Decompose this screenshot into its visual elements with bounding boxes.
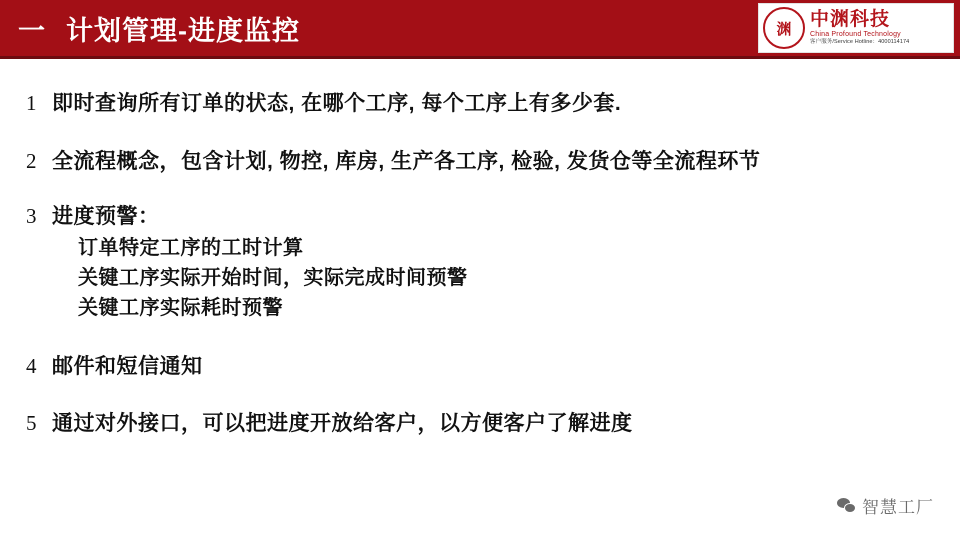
- sub-line-group: [78, 233, 468, 323]
- wechat-icon: [837, 498, 855, 513]
- list-item: [26, 146, 960, 178]
- list-item-text: 即时查询所有订单的状态, 在哪个工序, 每个工序上有多少套.: [52, 92, 622, 115]
- list-item: [26, 408, 960, 440]
- sub-line: 订单特定工序的工时计算: [78, 236, 304, 259]
- list-item-number: 2: [26, 148, 37, 173]
- logo-service-hotline: 客户服务/Service Hotline：4000114174: [810, 38, 910, 45]
- list-item: [26, 201, 960, 323]
- list-item-number: 5: [26, 411, 37, 435]
- list-item: [26, 351, 960, 383]
- list-item: [26, 88, 960, 120]
- spacer: [0, 323, 960, 351]
- sub-line: 关键工序实际开始时间，实际完成时间预警: [78, 266, 468, 289]
- watermark-label: 智慧工厂: [862, 498, 934, 517]
- footer-watermark: [837, 493, 934, 518]
- slide-body: [0, 62, 960, 440]
- logo-name-en: China Profound Technology: [810, 31, 901, 39]
- page-title: 计划管理-进度监控: [66, 15, 300, 46]
- list-item-number: 1: [26, 91, 37, 115]
- header-underline: [0, 56, 960, 59]
- sub-line: 关键工序实际耗时预警: [78, 296, 283, 319]
- spacer: [0, 177, 960, 201]
- list-item-text: 全流程概念，包含计划, 物控, 库房, 生产各工序, 检验, 发货仓等全流程环节: [52, 149, 761, 173]
- list-item-text: 通过对外接口，可以把进度开放给客户，以方便客户了解进度: [52, 412, 633, 435]
- list-item-number: 4: [26, 353, 37, 378]
- list-item-text: 邮件和短信通知: [52, 354, 203, 378]
- logo-seal-icon: 渊: [763, 7, 805, 49]
- logo-name-cn: 中渊科技: [810, 9, 891, 31]
- company-logo: [758, 3, 954, 53]
- spacer: [0, 382, 960, 408]
- logo-text-block: [810, 10, 909, 45]
- spacer: [0, 120, 960, 146]
- list-item-content: [52, 201, 468, 323]
- header-section-number: 一: [18, 15, 46, 46]
- spacer: [0, 62, 960, 88]
- list-item-text: 进度预警：: [52, 205, 160, 228]
- list-item-number: 3: [26, 204, 37, 228]
